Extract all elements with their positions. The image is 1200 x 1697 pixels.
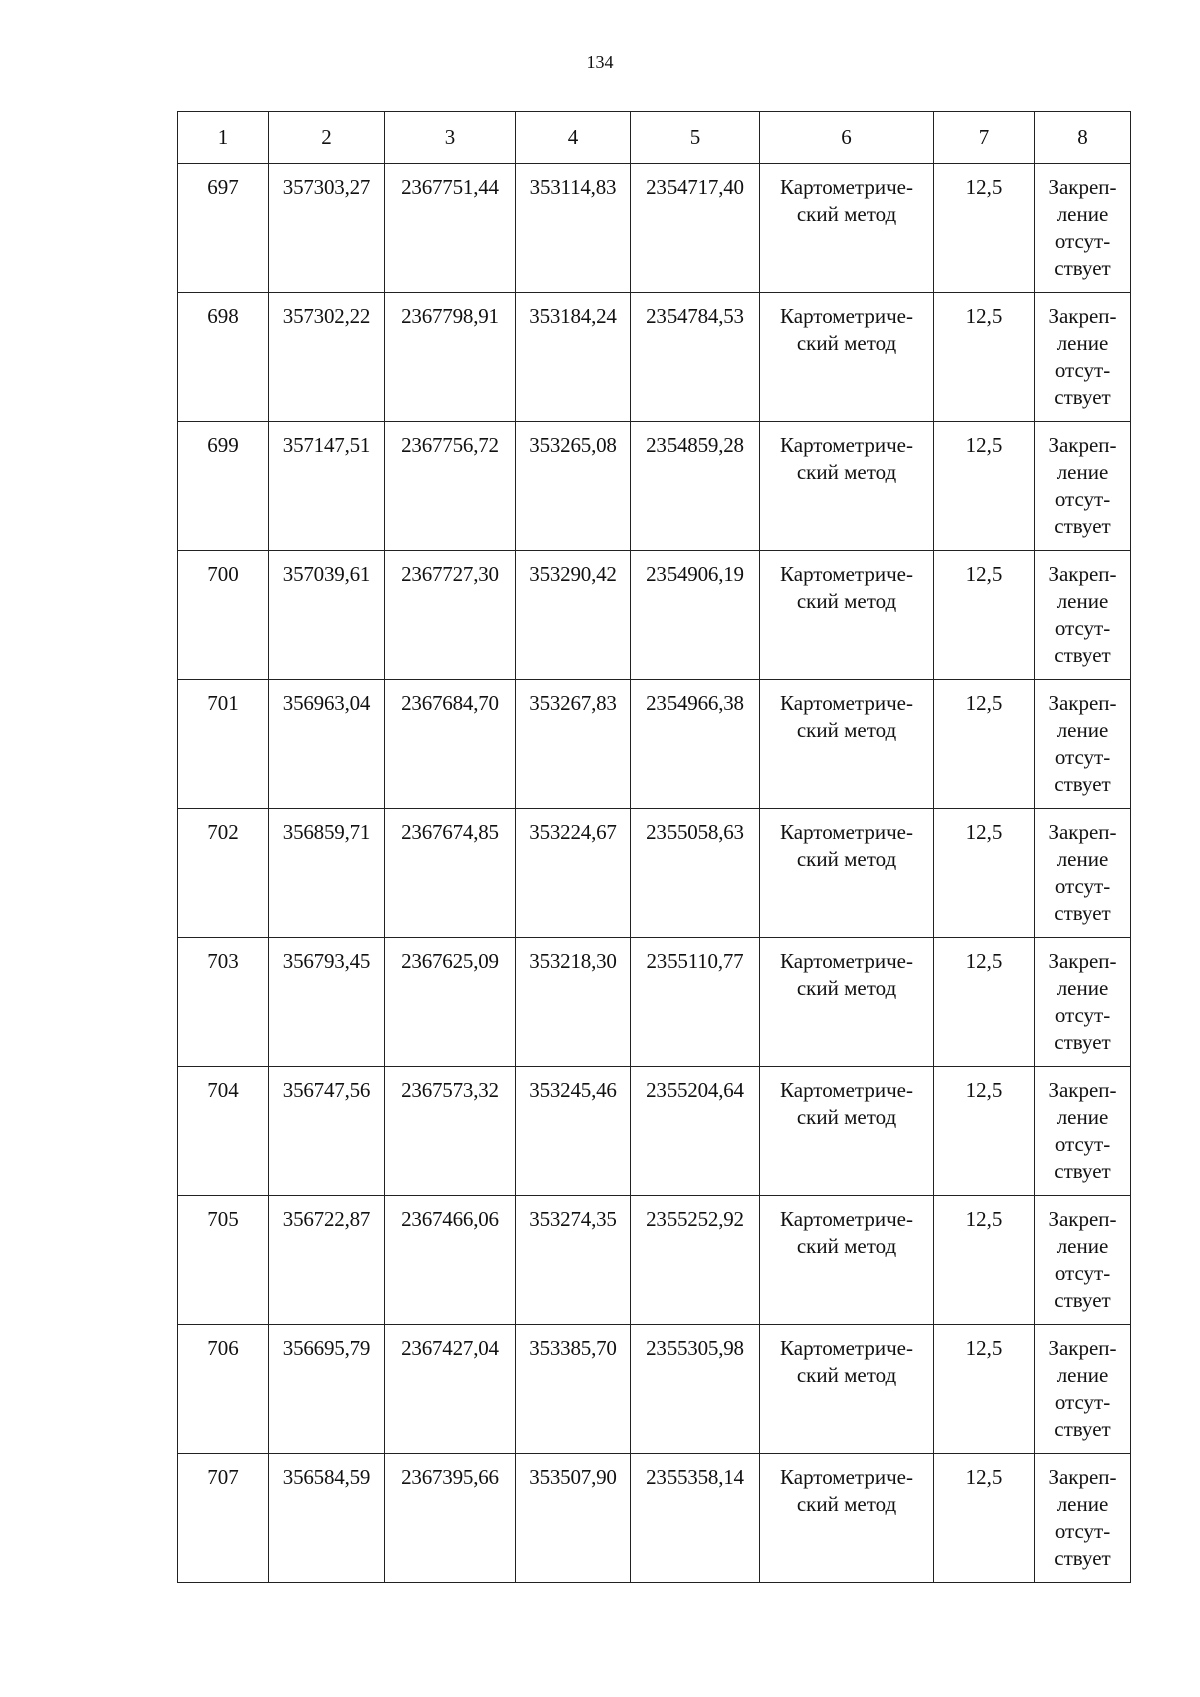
fixation-cell-line: отсут- bbox=[1054, 358, 1111, 382]
coord-y-cell: 2367466,06 bbox=[385, 1196, 516, 1325]
table-row bbox=[178, 1196, 1131, 1325]
coord-x-cell: 356722,87 bbox=[269, 1196, 385, 1325]
header-cell: 7 bbox=[934, 112, 1035, 164]
coord-x2-cell: 353184,24 bbox=[516, 293, 631, 422]
fixation-cell-line: ление bbox=[1056, 460, 1109, 484]
method-cell-line: Картометриче- bbox=[780, 175, 913, 199]
coord-x2-cell: 353290,42 bbox=[516, 551, 631, 680]
fixation-cell-line: отсут- bbox=[1054, 1132, 1111, 1156]
coord-x-cell: 356695,79 bbox=[269, 1325, 385, 1454]
method-cell bbox=[760, 164, 934, 293]
coord-x-cell: 356859,71 bbox=[269, 809, 385, 938]
method-cell bbox=[760, 938, 934, 1067]
page-number: 134 bbox=[586, 52, 614, 72]
fixation-cell-line: Закреп- bbox=[1048, 1336, 1117, 1360]
table-row bbox=[178, 1067, 1131, 1196]
coord-x2-cell: 353274,35 bbox=[516, 1196, 631, 1325]
fixation-cell bbox=[1035, 1196, 1131, 1325]
coord-y2-cell: 2354906,19 bbox=[631, 551, 760, 680]
fixation-cell-line: ствует bbox=[1054, 643, 1111, 667]
point-number-cell: 700 bbox=[178, 551, 269, 680]
point-number-cell: 705 bbox=[178, 1196, 269, 1325]
coord-y-cell: 2367756,72 bbox=[385, 422, 516, 551]
header-cell: 1 bbox=[178, 112, 269, 164]
method-cell-line: Картометриче- bbox=[780, 1078, 913, 1102]
fixation-cell-line: ление bbox=[1056, 1492, 1109, 1516]
table-row bbox=[178, 1454, 1131, 1583]
method-cell bbox=[760, 1454, 934, 1583]
fixation-cell-line: отсут- bbox=[1054, 1003, 1111, 1027]
table-row bbox=[178, 164, 1131, 293]
fixation-cell-line: отсут- bbox=[1054, 616, 1111, 640]
point-number-cell: 699 bbox=[178, 422, 269, 551]
fixation-cell bbox=[1035, 1325, 1131, 1454]
coord-x-cell: 356747,56 bbox=[269, 1067, 385, 1196]
coord-y-cell: 2367674,85 bbox=[385, 809, 516, 938]
fixation-cell-line: Закреп- bbox=[1048, 304, 1117, 328]
method-cell-line: ский метод bbox=[796, 718, 897, 742]
coord-y-cell: 2367798,91 bbox=[385, 293, 516, 422]
coord-x2-cell: 353224,67 bbox=[516, 809, 631, 938]
fixation-cell bbox=[1035, 809, 1131, 938]
fixation-cell bbox=[1035, 680, 1131, 809]
fixation-cell-line: ствует bbox=[1054, 1159, 1111, 1183]
fixation-cell-line: ствует bbox=[1054, 1030, 1111, 1054]
fixation-cell-line: Закреп- bbox=[1048, 1078, 1117, 1102]
accuracy-cell: 12,5 bbox=[934, 1454, 1035, 1583]
method-cell bbox=[760, 680, 934, 809]
method-cell-line: ский метод bbox=[796, 202, 897, 226]
fixation-cell bbox=[1035, 164, 1131, 293]
fixation-cell-line: ление bbox=[1056, 202, 1109, 226]
coord-y2-cell: 2354784,53 bbox=[631, 293, 760, 422]
fixation-cell-line: отсут- bbox=[1054, 487, 1111, 511]
accuracy-cell: 12,5 bbox=[934, 1067, 1035, 1196]
method-cell-line: Картометриче- bbox=[780, 1207, 913, 1231]
fixation-cell-line: ствует bbox=[1054, 385, 1111, 409]
fixation-cell-line: Закреп- bbox=[1048, 562, 1117, 586]
fixation-cell bbox=[1035, 422, 1131, 551]
fixation-cell bbox=[1035, 551, 1131, 680]
accuracy-cell: 12,5 bbox=[934, 293, 1035, 422]
table-header bbox=[178, 112, 1131, 164]
fixation-cell-line: ствует bbox=[1054, 772, 1111, 796]
fixation-cell-line: отсут- bbox=[1054, 1519, 1111, 1543]
point-number-cell: 706 bbox=[178, 1325, 269, 1454]
table-row bbox=[178, 551, 1131, 680]
table-row bbox=[178, 938, 1131, 1067]
coord-y2-cell: 2355252,92 bbox=[631, 1196, 760, 1325]
coord-y2-cell: 2354966,38 bbox=[631, 680, 760, 809]
fixation-cell-line: отсут- bbox=[1054, 745, 1111, 769]
method-cell-line: ский метод bbox=[796, 1363, 897, 1387]
table-row bbox=[178, 809, 1131, 938]
method-cell-line: Картометриче- bbox=[780, 949, 913, 973]
fixation-cell bbox=[1035, 293, 1131, 422]
method-cell bbox=[760, 551, 934, 680]
fixation-cell-line: отсут- bbox=[1054, 1390, 1111, 1414]
accuracy-cell: 12,5 bbox=[934, 680, 1035, 809]
method-cell-line: Картометриче- bbox=[780, 562, 913, 586]
accuracy-cell: 12,5 bbox=[934, 164, 1035, 293]
fixation-cell-line: ление bbox=[1056, 331, 1109, 355]
method-cell-line: Картометриче- bbox=[780, 691, 913, 715]
accuracy-cell: 12,5 bbox=[934, 1325, 1035, 1454]
coord-x-cell: 357303,27 bbox=[269, 164, 385, 293]
coord-y-cell: 2367573,32 bbox=[385, 1067, 516, 1196]
accuracy-cell: 12,5 bbox=[934, 422, 1035, 551]
method-cell-line: ский метод bbox=[796, 976, 897, 1000]
point-number-cell: 704 bbox=[178, 1067, 269, 1196]
coord-x-cell: 356963,04 bbox=[269, 680, 385, 809]
coord-x2-cell: 353385,70 bbox=[516, 1325, 631, 1454]
fixation-cell-line: Закреп- bbox=[1048, 820, 1117, 844]
point-number-cell: 702 bbox=[178, 809, 269, 938]
coord-x2-cell: 353267,83 bbox=[516, 680, 631, 809]
coord-y2-cell: 2355110,77 bbox=[631, 938, 760, 1067]
table-row bbox=[178, 680, 1131, 809]
fixation-cell-line: ление bbox=[1056, 1105, 1109, 1129]
fixation-cell bbox=[1035, 938, 1131, 1067]
header-cell: 4 bbox=[516, 112, 631, 164]
method-cell-line: Картометриче- bbox=[780, 304, 913, 328]
coord-x2-cell: 353114,83 bbox=[516, 164, 631, 293]
fixation-cell-line: Закреп- bbox=[1048, 949, 1117, 973]
coord-y-cell: 2367751,44 bbox=[385, 164, 516, 293]
method-cell-line: Картометриче- bbox=[780, 1336, 913, 1360]
fixation-cell-line: ствует bbox=[1054, 1417, 1111, 1441]
point-number-cell: 697 bbox=[178, 164, 269, 293]
fixation-cell-line: Закреп- bbox=[1048, 1465, 1117, 1489]
coord-x2-cell: 353245,46 bbox=[516, 1067, 631, 1196]
accuracy-cell: 12,5 bbox=[934, 551, 1035, 680]
coord-x-cell: 357147,51 bbox=[269, 422, 385, 551]
fixation-cell-line: ление bbox=[1056, 847, 1109, 871]
fixation-cell-line: ствует bbox=[1054, 901, 1111, 925]
coord-x-cell: 356584,59 bbox=[269, 1454, 385, 1583]
fixation-cell-line: ствует bbox=[1054, 1288, 1111, 1312]
coord-x-cell: 356793,45 bbox=[269, 938, 385, 1067]
method-cell-line: ский метод bbox=[796, 589, 897, 613]
method-cell bbox=[760, 1325, 934, 1454]
method-cell-line: ский метод bbox=[796, 460, 897, 484]
header-cell: 6 bbox=[760, 112, 934, 164]
method-cell-line: ский метод bbox=[796, 331, 897, 355]
fixation-cell-line: ствует bbox=[1054, 1546, 1111, 1570]
method-cell bbox=[760, 422, 934, 551]
point-number-cell: 707 bbox=[178, 1454, 269, 1583]
fixation-cell-line: ствует bbox=[1054, 256, 1111, 280]
header-cell: 5 bbox=[631, 112, 760, 164]
accuracy-cell: 12,5 bbox=[934, 938, 1035, 1067]
coord-y2-cell: 2355058,63 bbox=[631, 809, 760, 938]
accuracy-cell: 12,5 bbox=[934, 809, 1035, 938]
fixation-cell-line: ление bbox=[1056, 1363, 1109, 1387]
fixation-cell-line: отсут- bbox=[1054, 874, 1111, 898]
header-cell: 8 bbox=[1035, 112, 1131, 164]
table-row bbox=[178, 1325, 1131, 1454]
fixation-cell bbox=[1035, 1067, 1131, 1196]
method-cell-line: Картометриче- bbox=[780, 1465, 913, 1489]
table-row bbox=[178, 422, 1131, 551]
fixation-cell-line: ление bbox=[1056, 718, 1109, 742]
fixation-cell-line: ствует bbox=[1054, 514, 1111, 538]
fixation-cell-line: отсут- bbox=[1054, 1261, 1111, 1285]
fixation-cell-line: Закреп- bbox=[1048, 175, 1117, 199]
method-cell-line: ский метод bbox=[796, 1492, 897, 1516]
coord-x-cell: 357302,22 bbox=[269, 293, 385, 422]
coord-y-cell: 2367684,70 bbox=[385, 680, 516, 809]
header-cell: 2 bbox=[269, 112, 385, 164]
point-number-cell: 698 bbox=[178, 293, 269, 422]
fixation-cell-line: ление bbox=[1056, 589, 1109, 613]
coord-y-cell: 2367727,30 bbox=[385, 551, 516, 680]
coordinates-table bbox=[177, 111, 1131, 1583]
coord-x-cell: 357039,61 bbox=[269, 551, 385, 680]
method-cell-line: ский метод bbox=[796, 847, 897, 871]
coord-y2-cell: 2355204,64 bbox=[631, 1067, 760, 1196]
coord-y2-cell: 2355305,98 bbox=[631, 1325, 760, 1454]
method-cell-line: Картометриче- bbox=[780, 820, 913, 844]
fixation-cell-line: отсут- bbox=[1054, 229, 1111, 253]
coord-y2-cell: 2354859,28 bbox=[631, 422, 760, 551]
fixation-cell-line: Закреп- bbox=[1048, 433, 1117, 457]
table-body bbox=[178, 164, 1131, 1583]
header-row bbox=[178, 112, 1131, 164]
fixation-cell bbox=[1035, 1454, 1131, 1583]
coord-x2-cell: 353507,90 bbox=[516, 1454, 631, 1583]
coord-x2-cell: 353265,08 bbox=[516, 422, 631, 551]
coord-y2-cell: 2354717,40 bbox=[631, 164, 760, 293]
coord-y-cell: 2367395,66 bbox=[385, 1454, 516, 1583]
accuracy-cell: 12,5 bbox=[934, 1196, 1035, 1325]
method-cell bbox=[760, 1196, 934, 1325]
point-number-cell: 701 bbox=[178, 680, 269, 809]
point-number-cell: 703 bbox=[178, 938, 269, 1067]
fixation-cell-line: ление bbox=[1056, 976, 1109, 1000]
header-cell: 3 bbox=[385, 112, 516, 164]
method-cell bbox=[760, 293, 934, 422]
table-row bbox=[178, 293, 1131, 422]
fixation-cell-line: ление bbox=[1056, 1234, 1109, 1258]
coord-y2-cell: 2355358,14 bbox=[631, 1454, 760, 1583]
fixation-cell-line: Закреп- bbox=[1048, 691, 1117, 715]
fixation-cell-line: Закреп- bbox=[1048, 1207, 1117, 1231]
method-cell-line: Картометриче- bbox=[780, 433, 913, 457]
coord-y-cell: 2367625,09 bbox=[385, 938, 516, 1067]
method-cell bbox=[760, 1067, 934, 1196]
method-cell-line: ский метод bbox=[796, 1234, 897, 1258]
method-cell-line: ский метод bbox=[796, 1105, 897, 1129]
method-cell bbox=[760, 809, 934, 938]
coord-x2-cell: 353218,30 bbox=[516, 938, 631, 1067]
coord-y-cell: 2367427,04 bbox=[385, 1325, 516, 1454]
